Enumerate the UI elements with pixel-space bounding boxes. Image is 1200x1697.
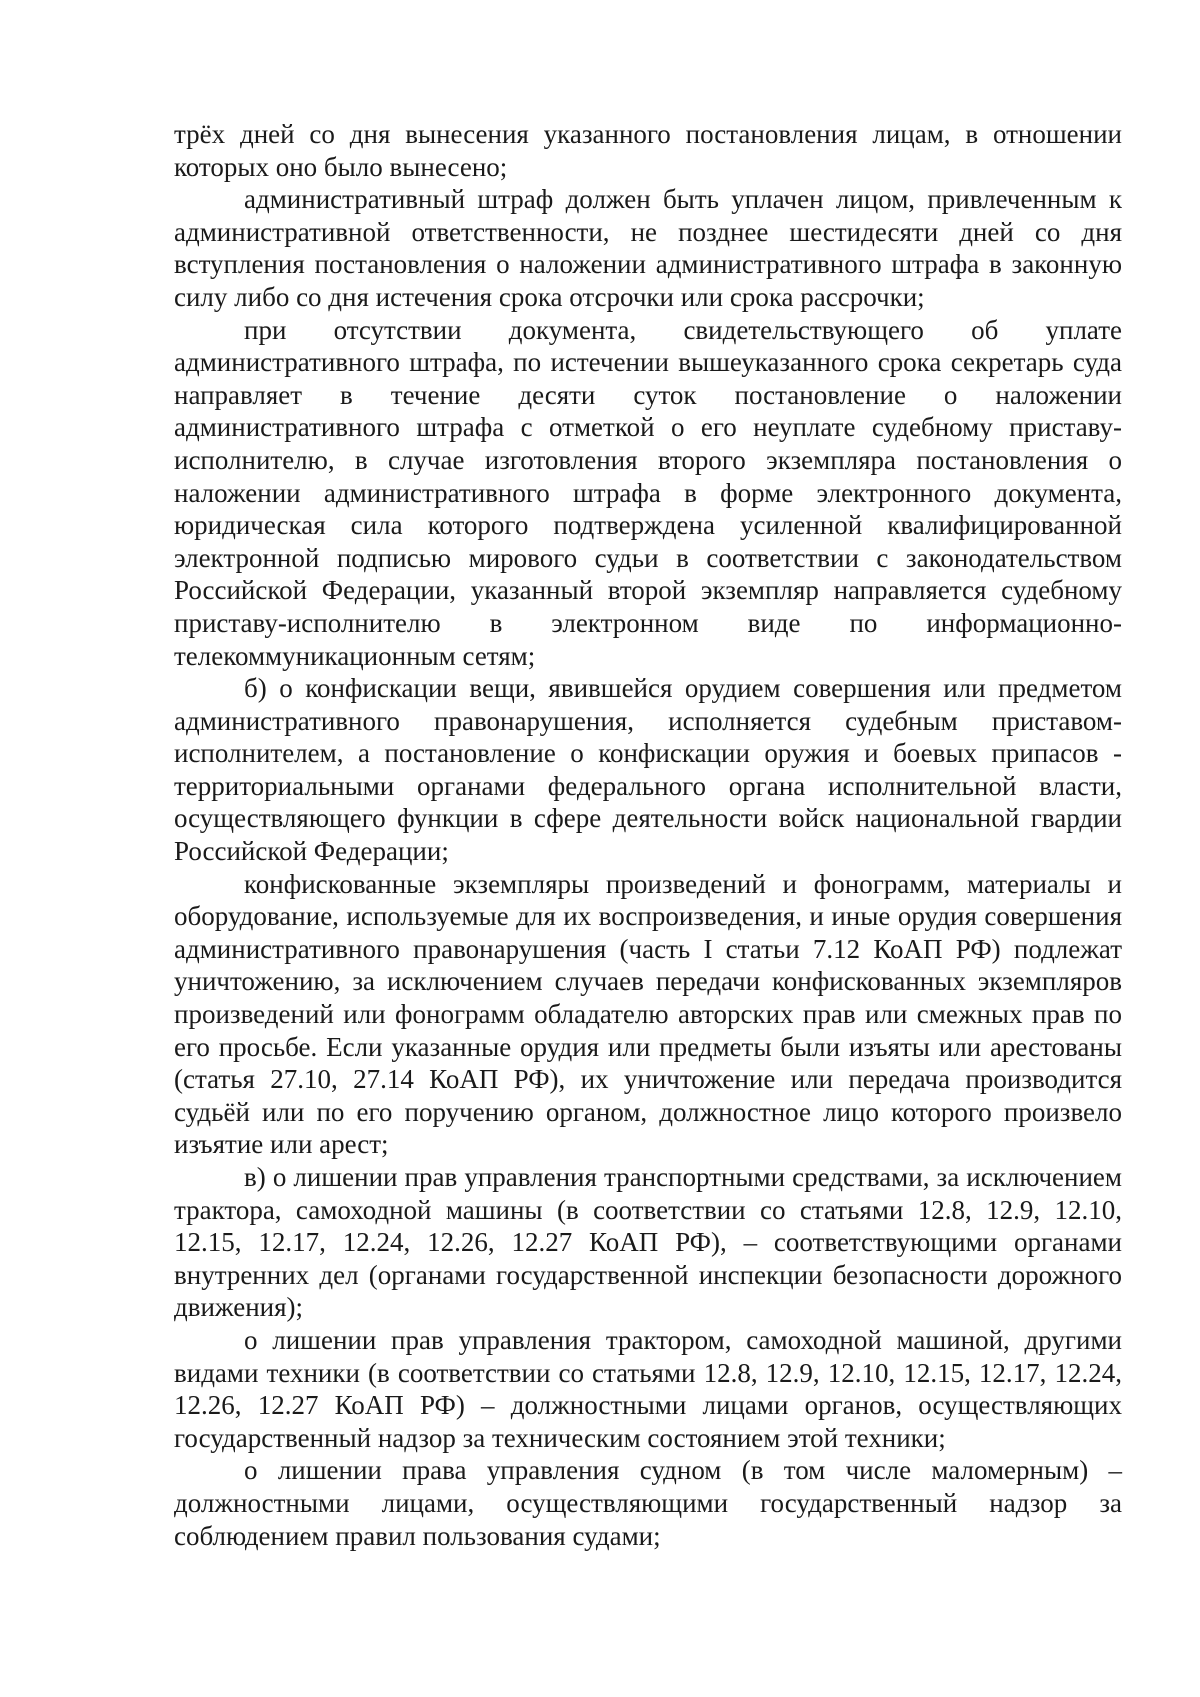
paragraph-confiscation: б) о конфискации вещи, явившейся орудием совершения или предметом административного правонарушения, исполняется судебным приставом-исполнителем, а постановление о конфискации оружия и боевых припасов - территориальными органами федерального органа исполнительной власти, осуществляющего функции в сфере деятельности войск национальной гвардии Российской Федерации; <box>174 673 1122 867</box>
paragraph-vessel-rights: о лишении права управления судном (в том числе маломерным) – должностными лицами, осуществляющими государственный надзор за соблюдением правил пользования судами; <box>174 1455 1122 1551</box>
paragraph-no-payment-document: при отсутствии документа, свидетельствующего об уплате административного штрафа, по истечении вышеуказанного срока секретарь суда направляет в течение десяти суток постановление о наложении административного штрафа с отметкой о его неуплате судебному приставу-исполнителю, в случае изготовления второго экземпляра постановления о наложении административного штрафа в форме электронного документа, юридическая сила которого подтверждена усиленной квалифицированной электронной подписью мирового судьи в соответствии с законодательством Российской Федерации, указанный второй экземпляр направляется судебному приставу-исполнителю в электронном виде по информационно-телекоммуникационным сетям; <box>174 314 1122 671</box>
paragraph-confiscated-copies: конфискованные экземпляры произведений и фонограмм, материалы и оборудование, используемые для их воспроизведения, и иные орудия совершения административного правонарушения (часть I статьи 7.12 КоАП РФ) подлежат уничтожению, за исключением случаев передачи конфискованных экземпляров произведений или фонограмм обладателю авторских прав или смежных прав по его просьбе. Если указанные орудия или предметы были изъяты или арестованы (статья 27.10, 27.14 КоАП РФ), их уничтожение или передача производится судьёй или по его поручению органом, должностное лицо которого произвело изъятие или арест; <box>174 868 1122 1160</box>
paragraph-tractor-rights: о лишении прав управления трактором, самоходной машиной, другими видами техники (в соответствии со статьями 12.8, 12.9, 12.10, 12.15, 12.17, 12.24, 12.26, 12.27 КоАП РФ) – должностными лицами органов, осуществляющих государственный надзор за техническим состоянием этой техники; <box>174 1324 1122 1453</box>
paragraph-fine-payment-deadline: административный штраф должен быть уплачен лицом, привлеченным к административной ответственности, не позднее шестидесяти дней со дня вступления постановления о наложении административного штрафа в законную силу либо со дня истечения срока отсрочки или срока рассрочки; <box>174 184 1122 312</box>
paragraph-driving-rights: в) о лишении прав управления транспортными средствами, за исключением трактора, самоходной машины (в соответствии со статьями 12.8, 12.9, 12.10, 12.15, 12.17, 12.24, 12.26, 12.27 КоАП РФ), – соответствующими органами внутренних дел (органами государственной инспекции безопасности дорожного движения); <box>174 1162 1122 1323</box>
paragraph-continuation: трёх дней со дня вынесения указанного постановления лицам, в отношении которых оно было вынесено; <box>174 119 1122 182</box>
document-body <box>174 118 1122 1552</box>
